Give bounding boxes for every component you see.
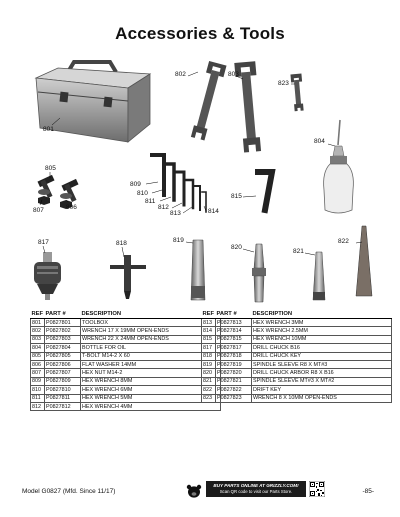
description-cell: BOTTLE FOR OIL: [81, 344, 221, 352]
ref-cell: 815: [202, 335, 216, 343]
description-cell: DRILL CHUCK KEY: [252, 352, 392, 360]
description-cell: DRILL CHUCK ARBOR R8 X B16: [252, 369, 392, 377]
parts-table-left: [30, 310, 221, 411]
ref-cell: 801: [31, 319, 45, 327]
table-row: [31, 402, 221, 410]
ref-cell: 818: [202, 352, 216, 360]
table-row: [31, 394, 221, 402]
description-cell: WRENCH 22 X 24MM OPEN-ENDS: [81, 335, 221, 343]
description-cell: WRENCH 17 X 19MM OPEN-ENDS: [81, 327, 221, 335]
page-title: Accessories & Tools: [115, 24, 285, 43]
callout-822: 822: [338, 238, 349, 245]
ref-cell: 807: [31, 369, 45, 377]
ref-cell: 805: [31, 352, 45, 360]
callout-819: 819: [173, 237, 184, 244]
drill-chuck-817: [34, 252, 61, 300]
description-cell: HEX WRENCH 10MM: [252, 335, 392, 343]
description-cell: DRILL CHUCK B16: [252, 344, 392, 352]
callout-809: 809: [130, 181, 141, 188]
ref-cell: 817: [202, 344, 216, 352]
wrench-823: [290, 74, 304, 112]
description-cell: HEX WRENCH 3MM: [252, 319, 392, 327]
table-header-row: [31, 310, 221, 319]
banner-subtext: Scan QR code to visit our Parts Store.: [219, 489, 293, 494]
ref-cell: 813: [202, 319, 216, 327]
table-row: [31, 352, 221, 360]
table-row: [202, 386, 392, 394]
ref-cell: 804: [31, 344, 45, 352]
description-cell: T-BOLT M14-2 X 60: [81, 352, 221, 360]
part-number-cell: P0827815: [216, 335, 252, 343]
ref-cell: 806: [31, 360, 45, 368]
ref-cell: 802: [31, 327, 45, 335]
parts-table-right: [201, 310, 392, 403]
ref-cell: 823: [202, 394, 216, 402]
ref-cell: 819: [202, 360, 216, 368]
part-number-cell: P0827802: [45, 327, 81, 335]
description-cell: HEX WRENCH 5MM: [81, 394, 221, 402]
part-number-cell: P0827807: [45, 369, 81, 377]
part-number-cell: P0827812: [45, 402, 81, 410]
ref-cell: 803: [31, 335, 45, 343]
table-row: [31, 377, 221, 385]
part-number-cell: P0827801: [45, 319, 81, 327]
table-row: [202, 327, 392, 335]
table-header-row: [202, 310, 392, 319]
callout-817: 817: [38, 239, 49, 246]
table-row: [31, 386, 221, 394]
description-cell: HEX WRENCH 8MM: [81, 377, 221, 385]
ref-cell: 810: [31, 386, 45, 394]
footer-model: Model G0827 (Mfd. Since 11/17): [22, 488, 116, 495]
callout-802: 802: [175, 71, 186, 78]
parts-store-banner[interactable]: [206, 481, 306, 497]
description-header: DESCRIPTION: [81, 310, 221, 319]
callout-823: 823: [278, 80, 289, 87]
callout-806: 806: [66, 204, 77, 211]
ref-cell: 809: [31, 377, 45, 385]
table-row: [202, 369, 392, 377]
description-cell: SPINDLE SLEEVE MT#3 X MT#2: [252, 377, 392, 385]
part-number-cell: P0827805: [45, 352, 81, 360]
description-cell: HEX NUT M14-2: [81, 369, 221, 377]
part-number-cell: P0827819: [216, 360, 252, 368]
part-number-cell: P0827822: [216, 386, 252, 394]
wrench-802: [189, 61, 227, 141]
ref-cell: 821: [202, 377, 216, 385]
qr-code-icon[interactable]: [309, 481, 325, 497]
callout-818: 818: [116, 240, 127, 247]
description-cell: TOOLBOX: [81, 319, 221, 327]
part-number-cell: P0827814: [216, 327, 252, 335]
drift-key-822: [356, 226, 372, 296]
table-row: [31, 369, 221, 377]
part-header: PART #: [45, 310, 81, 319]
callout-814: 814: [208, 208, 219, 215]
description-cell: HEX WRENCH 6MM: [81, 386, 221, 394]
table-row: [202, 319, 392, 327]
table-row: [202, 352, 392, 360]
callout-805: 805: [45, 165, 56, 172]
callout-811: 811: [145, 198, 156, 205]
part-number-cell: P0827810: [45, 386, 81, 394]
callout-810: 810: [137, 190, 148, 197]
callout-821: 821: [293, 248, 304, 255]
ref-cell: 822: [202, 386, 216, 394]
bear-logo-icon: [186, 484, 202, 498]
ref-cell: 812: [31, 402, 45, 410]
callout-815: 815: [231, 193, 242, 200]
callout-804: 804: [314, 138, 325, 145]
description-cell: SPINDLE SLEEVE R8 X MT#3: [252, 360, 392, 368]
page-number: -85-: [362, 488, 374, 495]
part-number-cell: P0827818: [216, 352, 252, 360]
oil-bottle-804: [324, 120, 354, 213]
callout-807: 807: [33, 207, 44, 214]
ref-cell: 814: [202, 327, 216, 335]
description-cell: HEX WRENCH 4MM: [81, 402, 221, 410]
table-row: [31, 335, 221, 343]
part-number-cell: P0827820: [216, 369, 252, 377]
table-row: [202, 360, 392, 368]
description-cell: WRENCH 8 X 10MM OPEN-ENDS: [252, 394, 392, 402]
ref-header: REF: [202, 311, 215, 317]
table-row: [202, 344, 392, 352]
ref-header: REF: [31, 311, 44, 317]
part-number-cell: P0827817: [216, 344, 252, 352]
table-row: [31, 344, 221, 352]
callout-803: 803: [228, 71, 239, 78]
table-row: [31, 319, 221, 327]
table-row: [202, 335, 392, 343]
part-number-cell: P0827813: [216, 319, 252, 327]
banner-headline: BUY PARTS ONLINE AT GRIZZLY.COM!: [213, 483, 299, 488]
table-row: [202, 377, 392, 385]
part-number-cell: P0827823: [216, 394, 252, 402]
chuck-arbor-820: [252, 244, 266, 302]
part-header: PART #: [216, 310, 252, 319]
callout-812: 812: [158, 204, 169, 211]
callout-820: 820: [231, 244, 242, 251]
table-row: [31, 327, 221, 335]
ref-cell: 811: [31, 394, 45, 402]
spindle-sleeve-821: [313, 252, 325, 300]
part-number-cell: P0827811: [45, 394, 81, 402]
part-number-cell: P0827806: [45, 360, 81, 368]
description-cell: DRIFT KEY: [252, 386, 392, 394]
part-number-cell: P0827821: [216, 377, 252, 385]
table-row: [202, 394, 392, 402]
description-cell: HEX WRENCH 2.5MM: [252, 327, 392, 335]
part-number-cell: P0827803: [45, 335, 81, 343]
part-number-cell: P0827804: [45, 344, 81, 352]
chuck-key-818: [110, 255, 146, 299]
callout-813: 813: [170, 210, 181, 217]
callout-801: 801: [43, 126, 54, 133]
part-number-cell: P0827809: [45, 377, 81, 385]
table-row: [31, 360, 221, 368]
hex-wrench-815: [258, 172, 272, 210]
spindle-sleeve-819: [191, 240, 205, 300]
description-cell: FLAT WASHER 14MM: [81, 360, 221, 368]
description-header: DESCRIPTION: [252, 310, 392, 319]
ref-cell: 820: [202, 369, 216, 377]
